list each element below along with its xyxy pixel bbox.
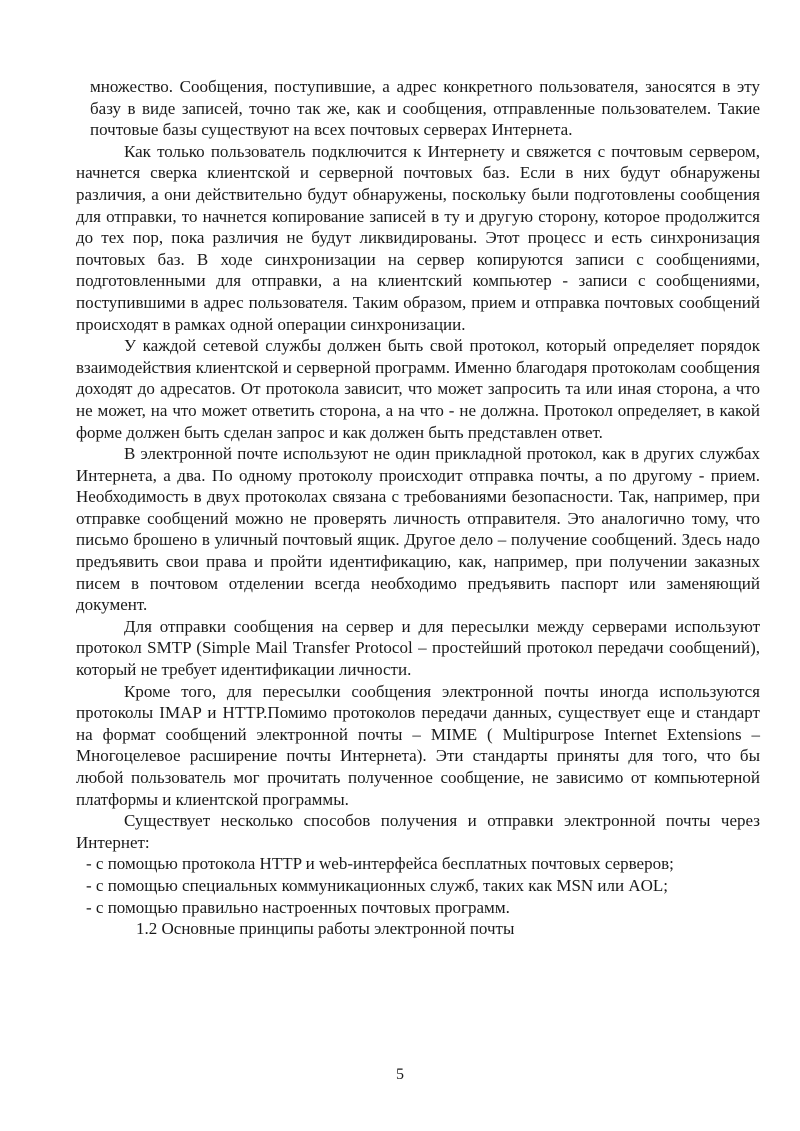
list-item: - с помощью правильно настроенных почтовых программ.	[86, 897, 510, 917]
paragraph-continuation: множество. Сообщения, поступившие, а адрес конкретного пользователя, заносятся в эту базу в виде записей, точно так же, как и сообщения, отправленные пользователем. Такие почтовые базы существуют на всех почтовых серверах Интернета.	[90, 77, 760, 140]
page-number: 5	[396, 1066, 404, 1083]
paragraph-methods: Существует несколько способов получения и отправки электронной почты через Интернет:	[76, 811, 760, 852]
document-page	[76, 76, 760, 940]
paragraph-imap-http-mime: Кроме того, для пересылки сообщения электронной почты иногда используются протоколы IMAP и HTTP.Помимо протоколов передачи данных, существует еще и стандарт на формат сообщений электронной почты – MIME ( Multipurpose Internet Extensions – Многоцелевое расширение почты Интернета). Эти стандарты приняты для того, что бы любой пользователь мог прочитать полученное сообщение, не зависимо от компьютерной платформы и клиентской программы.	[76, 681, 760, 809]
paragraph-two-protocols: В электронной почте используют не один прикладной протокол, как в других службах Интернета, а два. По одному протоколу происходит отправка почты, а по другому - прием. Необходимость в двух протоколах связана с требованиями безопасности. Так, например, при отправке сообщений можно не проверять личность отправителя. Это аналогично тому, что письмо брошено в уличный почтовый ящик. Другое дело – получение сообщений. Здесь надо предъявить свои права и пройти идентификацию, как, например, при получении заказных писем в почтовом отделении всегда необходимо предъявить паспорт или заменяющий документ.	[76, 444, 760, 615]
list-item: - с помощью специальных коммуникационных служб, таких как MSN или AOL;	[86, 875, 669, 895]
paragraph-synchronization: Как только пользователь подключится к Интернету и свяжется с почтовым сервером, начнется сверка клиентской и серверной почтовых баз. Если в них будут обнаружены различия, а они действительно будут обнаружены, поскольку были подготовлены сообщения для отправки, то начнется копирование записей в ту и другую сторону, которое продолжится до тех пор, пока различия не будут ликвидированы. Этот процесс и есть синхронизация почтовых баз. В ходе синхронизации на сервер копируются записи с сообщениями, подготовленными для отправки, а на клиентский компьютер - записи с сообщениями, поступившими в адрес пользователя. Таким образом, прием и отправка почтовых сообщений происходят в рамках одной операции синхронизации.	[76, 141, 760, 334]
list-item: - с помощью протокола HTTP и web-интерфейса бесплатных почтовых серверов;	[86, 854, 674, 874]
paragraph-smtp: Для отправки сообщения на сервер и для пересылки между серверами используют протокол SMTP (Simple Mail Transfer Protocol – простейший протокол передачи сообщений), который не требует идентификации личности.	[76, 616, 760, 680]
paragraph-protocol: У каждой сетевой службы должен быть свой протокол, который определяет порядок взаимодействия клиентской и серверной программ. Именно благодаря протоколам сообщения доходят до адресатов. От протокола зависит, что может запросить та или иная сторона, а что не может, на что может ответить сторона, а на что - не должна. Протокол определяет, в какой форме должен быть сделан запрос и как должен быть представлен ответ.	[76, 336, 760, 442]
section-heading: 1.2 Основные принципы работы электронной почты	[136, 919, 515, 939]
